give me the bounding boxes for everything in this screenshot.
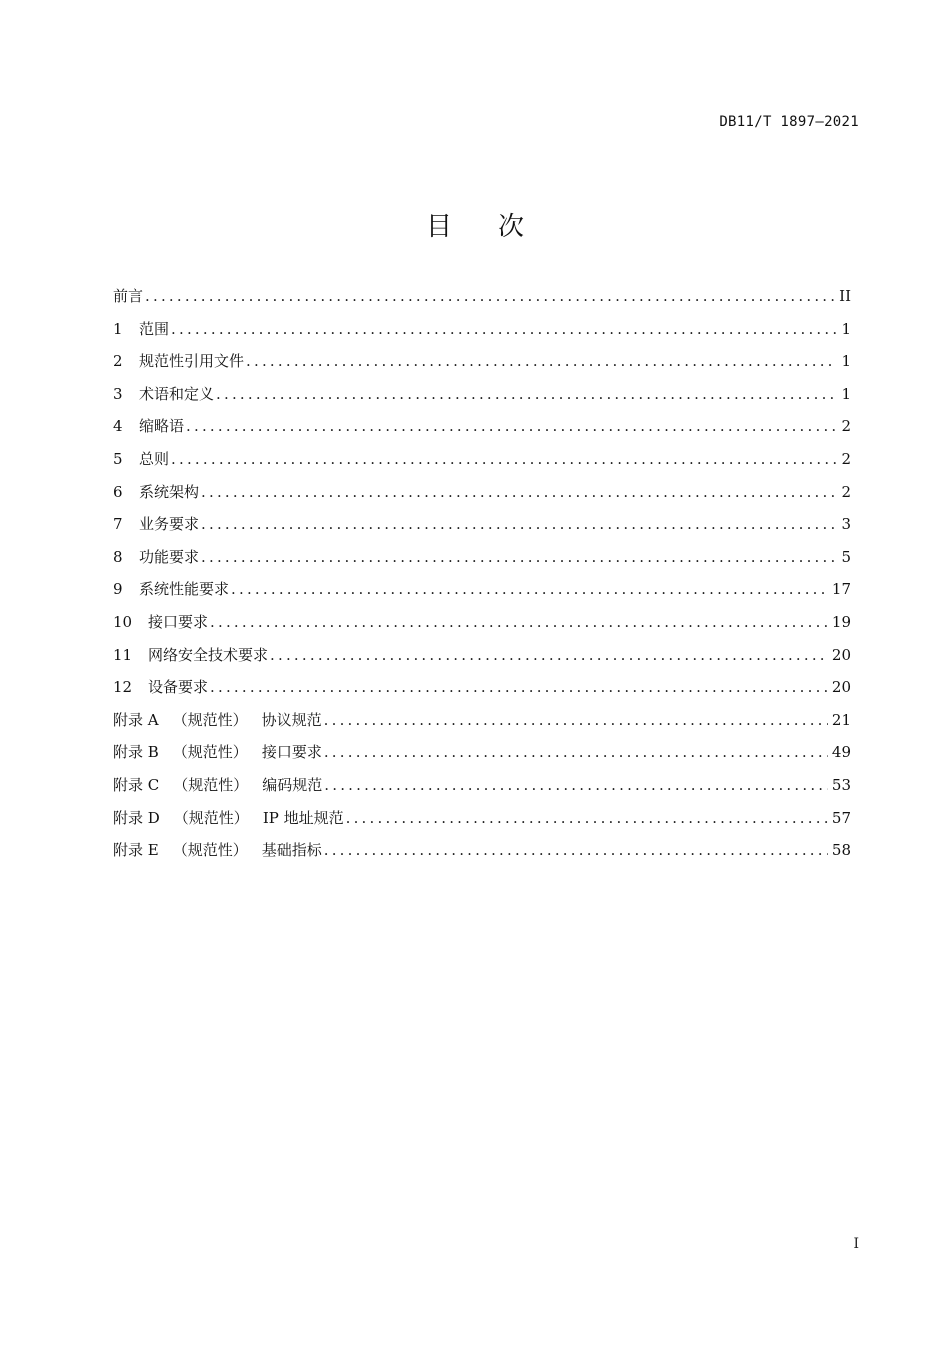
toc-section-number: 8 bbox=[113, 547, 123, 566]
toc-appendix-e[interactable] bbox=[113, 834, 851, 867]
table-of-contents bbox=[113, 280, 851, 867]
toc-page-number: 2 bbox=[841, 482, 851, 501]
toc-page-number: 20 bbox=[831, 645, 851, 664]
leader-dots bbox=[231, 573, 828, 606]
toc-entry-title: 基础指标 bbox=[261, 841, 322, 860]
toc-entry-title: 规范性引用文件 bbox=[139, 352, 245, 371]
toc-page-number: 2 bbox=[841, 417, 851, 436]
leader-dots bbox=[186, 410, 837, 443]
leader-dots bbox=[171, 313, 837, 346]
toc-entry-title: 系统性能要求 bbox=[139, 580, 230, 599]
toc-page-number: 53 bbox=[831, 775, 851, 794]
toc-entry-9[interactable] bbox=[113, 573, 851, 606]
leader-dots bbox=[270, 639, 828, 672]
toc-page-number: 2 bbox=[841, 449, 851, 468]
document-number: DB11/T 1897—2021 bbox=[719, 114, 859, 130]
toc-entry-title: 设备要求 bbox=[148, 678, 209, 697]
toc-section-number: 4 bbox=[113, 417, 123, 436]
toc-appendix-b[interactable] bbox=[113, 736, 851, 769]
toc-entry-preface[interactable] bbox=[113, 280, 851, 313]
toc-entry-title: 术语和定义 bbox=[139, 384, 215, 403]
toc-section-number: 9 bbox=[113, 580, 123, 599]
appendix-type: （规范性） bbox=[172, 710, 248, 729]
toc-entry-8[interactable] bbox=[113, 541, 851, 574]
toc-section-number: 2 bbox=[113, 352, 123, 371]
toc-entry-2[interactable] bbox=[113, 345, 851, 378]
toc-entry-11[interactable] bbox=[113, 639, 851, 672]
leader-dots bbox=[324, 834, 828, 867]
toc-entry-3[interactable] bbox=[113, 378, 851, 411]
toc-page-number: 21 bbox=[831, 710, 851, 729]
toc-page-number: 57 bbox=[831, 808, 851, 827]
toc-section-number: 7 bbox=[113, 515, 123, 534]
toc-page-number: 1 bbox=[841, 352, 851, 371]
toc-entry-10[interactable] bbox=[113, 606, 851, 639]
toc-page-number: 20 bbox=[831, 678, 851, 697]
appendix-prefix: 附录 B bbox=[113, 743, 159, 762]
toc-entry-title: 网络安全技术要求 bbox=[148, 645, 269, 664]
toc-entry-title: 范围 bbox=[139, 319, 170, 338]
leader-dots bbox=[324, 704, 828, 737]
toc-entry-title: 业务要求 bbox=[139, 515, 200, 534]
leader-dots bbox=[246, 345, 837, 378]
leader-dots bbox=[324, 736, 828, 769]
toc-entry-title: 接口要求 bbox=[148, 612, 209, 631]
leader-dots bbox=[201, 541, 837, 574]
toc-entry-title: 功能要求 bbox=[139, 547, 200, 566]
appendix-type: （规范性） bbox=[173, 808, 249, 827]
leader-dots bbox=[210, 606, 828, 639]
title-char-1: 目 bbox=[425, 212, 452, 242]
toc-entry-title: 缩略语 bbox=[139, 417, 185, 436]
toc-page-number: 58 bbox=[831, 841, 851, 860]
toc-section-number: 1 bbox=[113, 319, 123, 338]
leader-dots bbox=[201, 508, 837, 541]
toc-section-number: 11 bbox=[113, 645, 133, 664]
leader-dots bbox=[210, 671, 828, 704]
appendix-prefix: 附录 C bbox=[113, 775, 160, 794]
appendix-prefix: 附录 A bbox=[113, 710, 159, 729]
toc-entry-1[interactable] bbox=[113, 313, 851, 346]
appendix-prefix: 附录 E bbox=[113, 841, 159, 860]
toc-entry-4[interactable] bbox=[113, 410, 851, 443]
appendix-prefix: 附录 D bbox=[113, 808, 160, 827]
toc-page-number: II bbox=[839, 287, 851, 305]
toc-section-number: 5 bbox=[113, 449, 123, 468]
appendix-type: （规范性） bbox=[172, 743, 248, 762]
toc-page-number: 17 bbox=[831, 580, 851, 599]
toc-entry-5[interactable] bbox=[113, 443, 851, 476]
appendix-type: （规范性） bbox=[172, 841, 248, 860]
toc-section-number: 12 bbox=[113, 678, 133, 697]
toc-page-number: 49 bbox=[831, 743, 851, 762]
page-title bbox=[0, 206, 950, 243]
leader-dots bbox=[324, 769, 828, 802]
toc-section-number: 10 bbox=[113, 612, 133, 631]
toc-entry-12[interactable] bbox=[113, 671, 851, 704]
title-char-2: 次 bbox=[498, 212, 525, 242]
leader-dots bbox=[216, 378, 837, 411]
appendix-type: （规范性） bbox=[173, 775, 249, 794]
leader-dots bbox=[346, 802, 828, 835]
toc-section-number: 6 bbox=[113, 482, 123, 501]
toc-entry-title: 接口要求 bbox=[261, 743, 322, 762]
toc-entry-title: IP 地址规范 bbox=[262, 808, 344, 827]
toc-page-number: 1 bbox=[841, 319, 851, 338]
toc-page-number: 5 bbox=[841, 547, 851, 566]
toc-page-number: 3 bbox=[841, 515, 851, 534]
leader-dots bbox=[145, 280, 835, 313]
leader-dots bbox=[171, 443, 837, 476]
toc-entry-title: 前言 bbox=[113, 287, 144, 305]
toc-appendix-c[interactable] bbox=[113, 769, 851, 802]
toc-section-number: 3 bbox=[113, 384, 123, 403]
toc-entry-6[interactable] bbox=[113, 476, 851, 509]
toc-appendix-a[interactable] bbox=[113, 704, 851, 737]
page-number: I bbox=[853, 1236, 859, 1252]
leader-dots bbox=[201, 476, 837, 509]
toc-entry-title: 系统架构 bbox=[139, 482, 200, 501]
toc-entry-title: 总则 bbox=[139, 449, 170, 468]
toc-entry-title: 编码规范 bbox=[262, 775, 323, 794]
toc-appendix-d[interactable] bbox=[113, 802, 851, 835]
toc-entry-7[interactable] bbox=[113, 508, 851, 541]
toc-entry-title: 协议规范 bbox=[261, 710, 322, 729]
toc-page-number: 1 bbox=[841, 384, 851, 403]
toc-page-number: 19 bbox=[831, 612, 851, 631]
